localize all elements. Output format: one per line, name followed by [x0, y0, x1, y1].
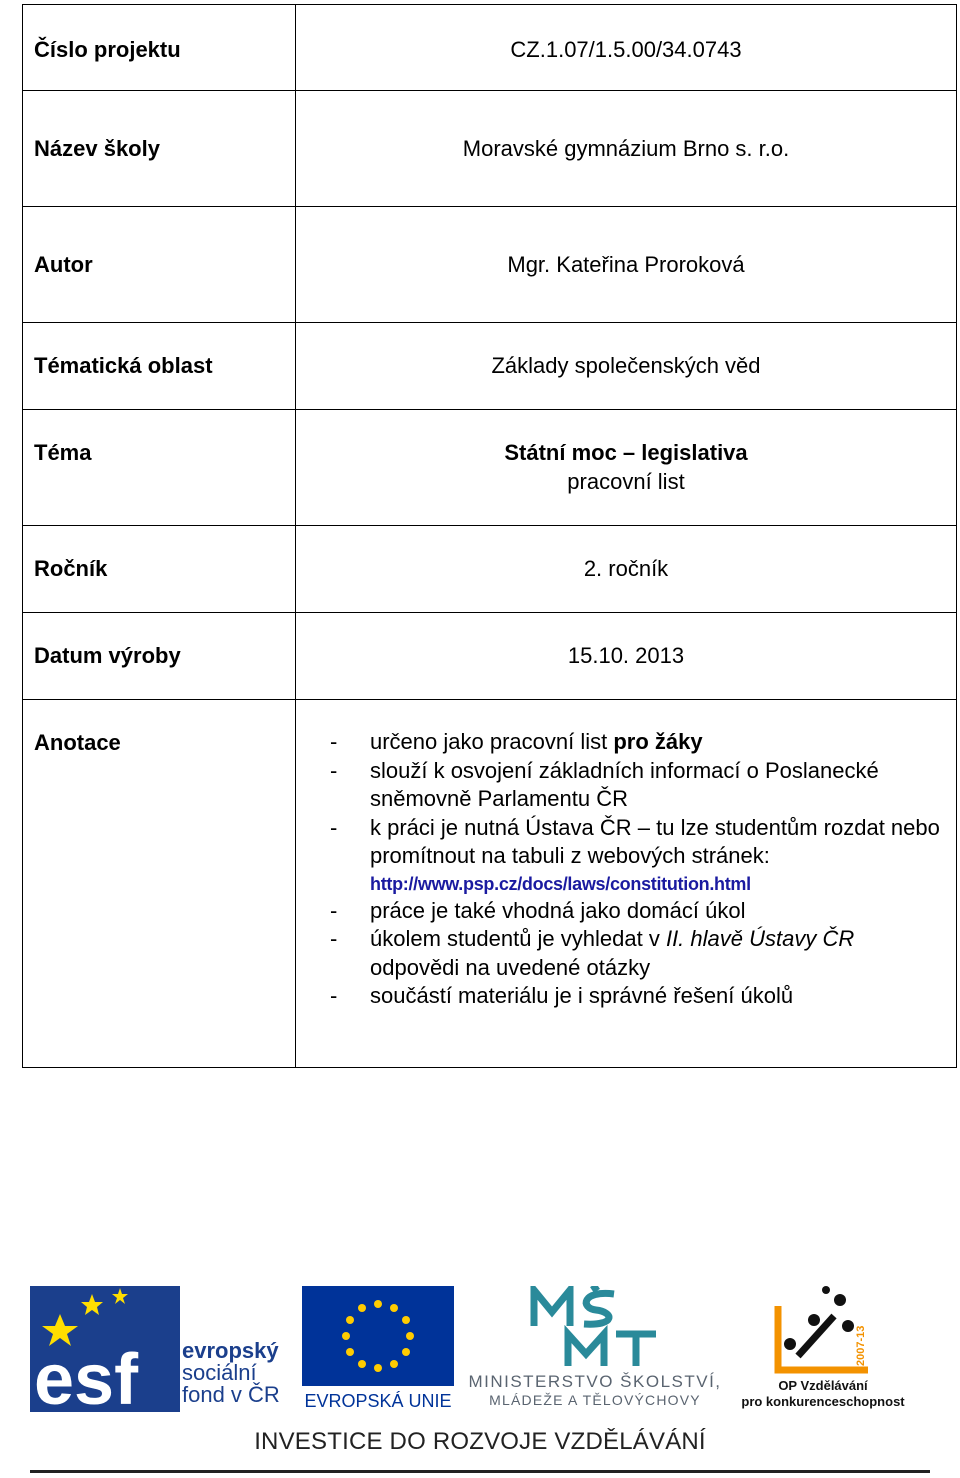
table-row: [23, 91, 957, 207]
row-label: Anotace: [23, 700, 296, 1068]
row-label: Tématická oblast: [23, 323, 296, 410]
eu-logo: [302, 1286, 454, 1412]
list-item: - práce je také vhodná jako domácí úkol: [330, 897, 746, 923]
op-mark-icon: [738, 1286, 908, 1374]
topic-subtitle: pracovní list: [567, 469, 685, 494]
msmt-logo: MINISTERSTVO ŠKOLSTVÍ, MLÁDEŽE A TĚLOVÝCHOVY: [464, 1286, 726, 1412]
svg-text:esf: esf: [34, 1340, 139, 1412]
row-label: Autor: [23, 207, 296, 323]
list-item: - určeno jako pracovní list pro žáky: [330, 729, 703, 754]
row-value: Mgr. Kateřina Proroková: [296, 207, 957, 323]
eu-label: EVROPSKÁ UNIE: [304, 1391, 452, 1411]
table-row: [23, 700, 957, 1068]
footer-rule: [30, 1470, 930, 1473]
table-row: [23, 526, 957, 613]
row-label: Název školy: [23, 91, 296, 207]
row-value: CZ.1.07/1.5.00/34.0743: [296, 5, 957, 91]
esf-mark-icon: [30, 1286, 180, 1412]
svg-text:2007-13: 2007-13: [855, 1325, 867, 1366]
list-item: - k práci je nutná Ústava ČR – tu lze studentům rozdat nebo promítnout na tabuli z webových stránek: http://www.psp.cz/docs/laws/constitution.html: [330, 814, 940, 897]
project-info-table: [22, 4, 957, 1068]
list-item: - úkolem studentů je vyhledat v II. hlavě Ústavy ČR odpovědi na uvedené otázky: [330, 926, 855, 980]
row-value: 15.10. 2013: [296, 613, 957, 700]
table-row: [23, 323, 957, 410]
esf-logo: esf evropský sociální fond v ČR: [30, 1286, 290, 1412]
table-row: [23, 5, 957, 91]
table-row: [23, 613, 957, 700]
eu-flag-icon: [302, 1286, 454, 1386]
annotation-cell: [296, 700, 957, 1068]
annotation-list: [296, 700, 956, 1011]
row-value: Základy společenských věd: [296, 323, 957, 410]
table-row: [23, 410, 957, 526]
list-item: - slouží k osvojení základních informací o Poslanecké sněmovně Parlamentu ČR: [330, 757, 879, 811]
msmt-mark-icon: [464, 1286, 726, 1370]
op-vzdelavani-logo: 2007-13 OP Vzdělávání pro konkurenceschopnost: [738, 1286, 908, 1412]
topic-title: Státní moc – legislativa: [504, 440, 748, 465]
row-value: 2. ročník: [296, 526, 957, 613]
row-label: Číslo projektu: [23, 5, 296, 91]
row-label: Ročník: [23, 526, 296, 613]
row-label: Téma: [23, 410, 296, 526]
row-value: Moravské gymnázium Brno s. r.o.: [296, 91, 957, 207]
list-item: - součástí materiálu je i správné řešení úkolů: [330, 983, 794, 1008]
row-value: [296, 410, 957, 526]
table-row: [23, 207, 957, 323]
investice-slogan: INVESTICE DO ROZVOJE VZDĚLÁVÁNÍ: [254, 1428, 706, 1455]
row-label: Datum výroby: [23, 613, 296, 700]
constitution-link[interactable]: http://www.psp.cz/docs/laws/constitution.html: [370, 873, 751, 894]
